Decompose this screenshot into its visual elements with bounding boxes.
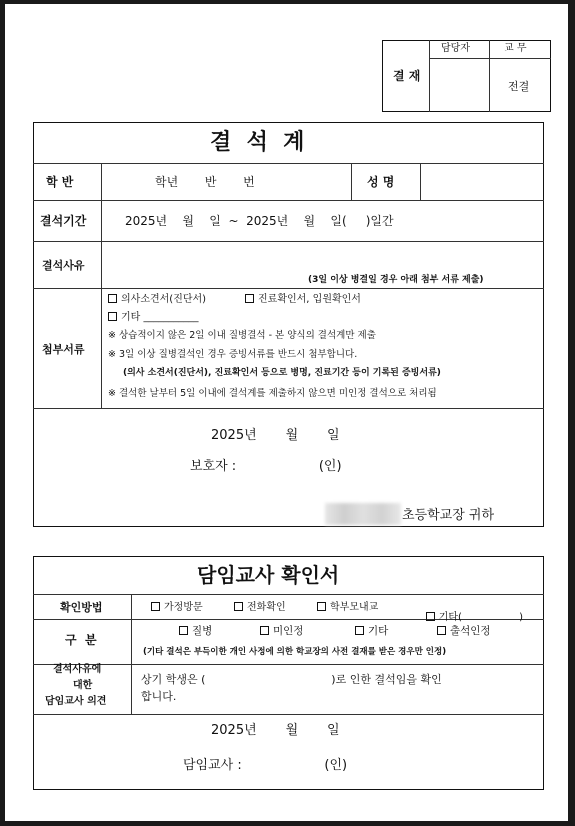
docs-note-4: ※ 결석한 날부터 5일 이내에 결석계를 제출하지 않으면 미인정 결석으로 처리됨	[108, 388, 437, 399]
approval-academic-label: 교 무	[504, 43, 527, 54]
docs-note-1: ※ 상습적이지 않은 2일 이내 질병결석 - 본 양식의 결석계만 제출	[108, 330, 376, 341]
docs-option-other: 기타 ___________	[108, 312, 199, 323]
opinion-label-2: 대한	[73, 680, 93, 691]
checkbox[interactable]	[108, 294, 117, 303]
addressee: 초등학교장 귀하	[402, 508, 495, 523]
absence-title: 결 석 계	[210, 130, 305, 155]
docs-label: 첨부서류	[42, 343, 85, 356]
checkbox[interactable]	[151, 602, 160, 611]
type-note: (기타 결석은 부득이한 개인 사정에 의한 학교장의 사전 결재를 받은 경우만 인정)	[143, 647, 447, 657]
teacher-title: 담임교사 확인서	[197, 563, 340, 587]
method-option-parent-visit: 학부모내교	[317, 602, 378, 613]
period-label: 결석기간	[40, 214, 87, 228]
checkbox[interactable]	[234, 602, 243, 611]
docs-note-3: (의사 소견서(진단서), 진료확인서 등으로 병명, 진료기간 등이 기록된 증빙서류)	[123, 368, 441, 378]
method-option-phone: 전화확인	[234, 602, 286, 613]
method-label: 확인방법	[60, 601, 103, 614]
checkbox[interactable]	[108, 312, 117, 321]
class-info: 학년 반 번	[155, 175, 255, 189]
redacted-school-name	[325, 503, 401, 525]
opinion-text-1: 상기 학생은 ( )로 인한 결석임을 확인	[141, 673, 442, 686]
type-option-attendance: 출석인정	[437, 626, 491, 637]
guardian-signature: 보호자 : (인)	[190, 459, 342, 474]
approval-manager-label: 담당자	[441, 43, 470, 54]
checkbox[interactable]	[245, 294, 254, 303]
opinion-label-3: 담임교사 의견	[45, 696, 107, 707]
checkbox[interactable]	[426, 612, 435, 621]
student-label: 학 반	[46, 175, 74, 189]
checkbox[interactable]	[355, 626, 364, 635]
name-label: 성 명	[367, 175, 395, 189]
docs-option-clinic: 진료확인서, 입원확인서	[245, 294, 361, 305]
approval-final-label: 전결	[508, 80, 530, 93]
reason-label: 결석사유	[42, 259, 85, 272]
method-option-other: 기타( )	[413, 602, 523, 633]
method-option-visit: 가정방문	[151, 602, 203, 613]
checkbox[interactable]	[260, 626, 269, 635]
approval-label: 결 재	[393, 69, 421, 83]
docs-note-2: ※ 3일 이상 질병결석인 경우 증빙서류를 반드시 첨부합니다.	[108, 349, 358, 360]
checkbox[interactable]	[437, 626, 446, 635]
opinion-text-2: 합니다.	[141, 690, 177, 703]
type-option-other: 기타	[355, 626, 388, 637]
absence-date: 2025년 월 일	[211, 428, 340, 443]
type-label: 구 분	[65, 633, 97, 647]
teacher-date: 2025년 월 일	[211, 723, 340, 738]
checkbox[interactable]	[317, 602, 326, 611]
reason-note: (3일 이상 병결일 경우 아래 첨부 서류 제출)	[308, 275, 484, 285]
teacher-signature: 담임교사 : (인)	[183, 758, 348, 773]
type-option-illness: 질병	[179, 626, 212, 637]
docs-option-doctor: 의사소견서(진단서)	[108, 294, 206, 305]
period-value: 2025년 월 일 ~ 2025년 월 일( )일간	[125, 214, 394, 228]
type-option-unauthorized: 미인정	[260, 626, 303, 637]
checkbox[interactable]	[179, 626, 188, 635]
opinion-label-1: 결석사유에	[53, 664, 102, 675]
form-page	[5, 4, 568, 821]
